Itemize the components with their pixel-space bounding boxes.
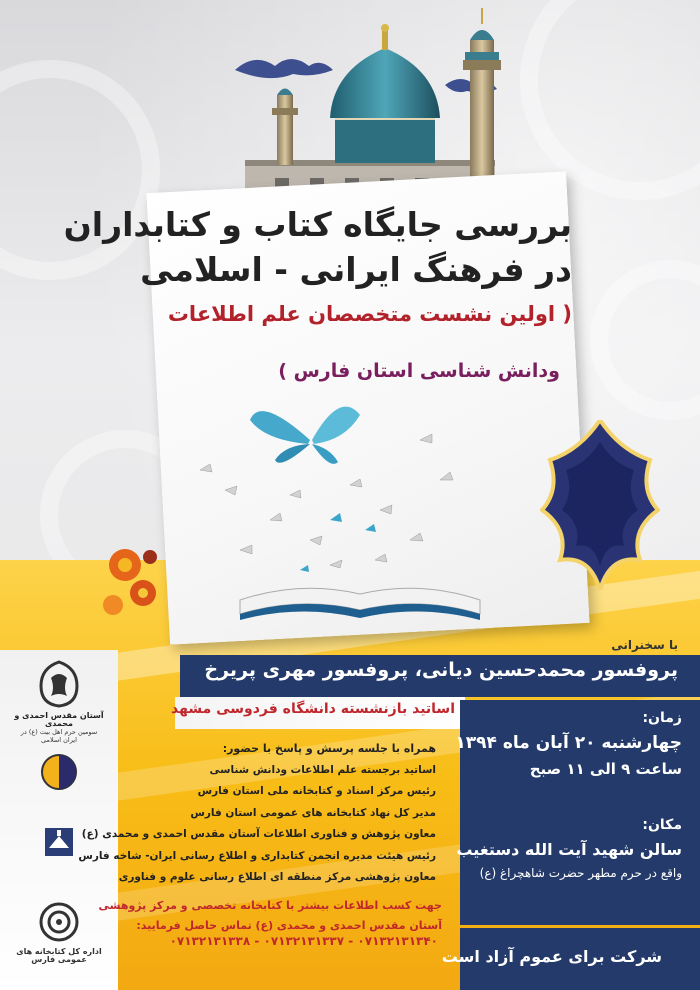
astan-logo-caption: آستان مقدس احمدی و محمدی [14,711,104,728]
flowers-decoration [95,535,165,625]
attendee-item: رئیس مرکز اسناد و کتابخانه ملی استان فارس [197,785,436,797]
time-label: زمان: [642,710,682,726]
attendees-list [78,738,436,889]
speakers-affiliation: اساتید بازنشسته دانشگاه فردوسی مشهد [171,701,455,717]
attendees-heading: همراه با جلسه پرسش و پاسخ با حضور: [222,742,436,755]
contact-info [98,896,442,936]
attendee-item: مدیر کل نهاد کتابخانه های عمومی استان فارس [190,806,436,819]
place-label: مکان: [642,817,682,833]
astan-emblem-icon [37,660,81,708]
institution-logo-3 [14,822,104,866]
contact-phones: ۰۷۱۳۲۱۳۱۳۴۰ - ۰۷۱۳۲۱۳۱۳۳۷ - ۰۷۱۳۲۱۳۱۳۳۸ [169,934,438,948]
attendee-item: معاون پژوهش و فناوری اطلاعات آستان مقدس احمدی و محمدی (ع) [81,828,436,840]
book-butterflies-illustration [180,380,540,630]
library-logo-caption: اداره کل کتابخانه های عمومی فارس [16,947,102,964]
attendee-item: معاون پژوهشی مرکز منطقه ای اطلاع رسانی علوم و فناوری [118,871,436,883]
astan-logo-subcaption: سومین حرم اهل بیت (ع) در ایران اسلامی [20,728,98,744]
attendee-item: اساتید برجسته علم اطلاعات ودانش شناسی [209,763,436,776]
title-line-1: بررسی جایگاه کتاب و کتابداران [63,205,572,244]
ornament-medallion [540,420,660,590]
damask-pattern [0,60,160,280]
venue-name: سالن شهید آیت الله دستغیب [456,840,682,859]
book-emblem-icon [39,822,79,862]
speakers-label: با سخنرانی [611,638,678,652]
circle-emblem-icon [39,752,79,792]
damask-pattern [520,0,700,200]
library-emblem-icon [37,900,81,944]
title-line-2: در فرهنگ ایرانی - اسلامی [140,250,572,289]
event-date: چهارشنبه ۲۰ آبان ماه ۱۳۹۴ [455,733,682,753]
library-logo [14,900,104,964]
event-hours: ساعت ۹ الی ۱۱ صبح [529,760,682,778]
subtitle-line-2: ودانش شناسی استان فارس ) [278,360,560,382]
astan-logo [14,660,104,744]
damask-pattern [590,260,700,420]
contact-line-1: جهت کسب اطلاعات بیشتر با کتابخانه تخصصی و مرکز پژوهشی [98,899,442,912]
venue-description: واقع در حرم مطهر حضرت شاهچراغ (ع) [479,866,682,880]
contact-line-2: آستان مقدس احمدی و محمدی (ع) تماس حاصل فرمایید: [136,919,442,932]
speakers-names: پروفسور محمدحسین دیانی، پروفسور مهری پریرخ [204,659,678,681]
subtitle-line-1: ( اولین نشست متخصصان علم اطلاعات [167,302,572,326]
free-entry-note: شرکت برای عموم آزاد است [441,947,662,966]
attendee-item: رئیس هیئت مدیره انجمن کتابداری و اطلاع رسانی ایران- شاخه فارس [78,849,436,862]
institution-logo-2 [14,752,104,796]
